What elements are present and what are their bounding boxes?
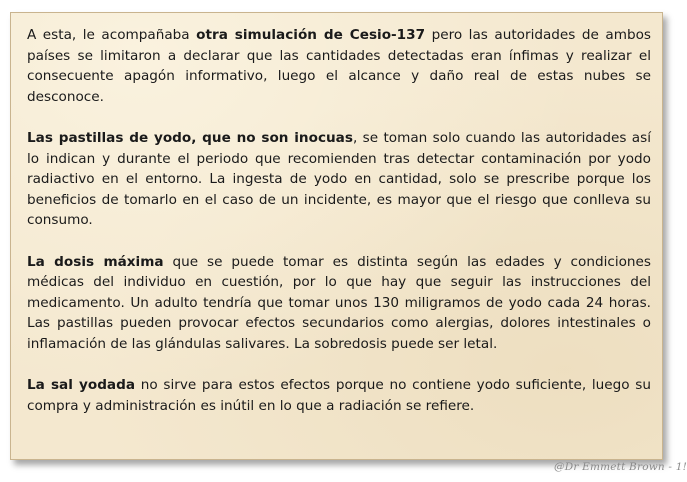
paragraph-cesium-simulation: [27, 25, 651, 107]
paragraph-highlight: La dosis máxima: [27, 253, 164, 270]
paragraph-text: A esta, le acompañaba: [27, 27, 197, 43]
paragraph-max-dose: [27, 252, 651, 355]
paragraph-iodized-salt: [27, 375, 651, 416]
paragraph-text: pero las autoridades de ambos países se limitaron a declarar que las cantidades detectadas eran ínfimas y realizar el consecuente apagón informativo, luego el alcance y daño real de estas nubes se desconoce.: [27, 27, 651, 105]
article-body: [27, 25, 651, 416]
article-card: [10, 12, 663, 460]
paragraph-text: que se puede tomar es distinta según las edades y condiciones médicas del individuo en cuestión, por lo que hay que seguir las instrucciones del medicamento. Un adulto tendría que tomar unos 130 miligramos de yodo cada 24 horas. Las pastillas pueden provocar efectos secundarios como alergias, dolores intestinales o inflamación de las glándulas salivares. La sobredosis puede ser letal.: [27, 253, 651, 352]
paragraph-text: no sirve para estos efectos porque no contiene yodo suficiente, luego su compra y administración es inútil en lo que a radiación se refiere.: [27, 377, 652, 414]
paragraph-iodine-pills: [27, 128, 651, 231]
paragraph-highlight: otra simulación de Cesio-137: [196, 27, 426, 43]
paragraph-highlight: La sal yodada: [27, 377, 136, 394]
paragraph-highlight: Las pastillas de yodo, que no son inocuas: [27, 129, 353, 146]
watermark: @Dr Emmett Brown - 1!: [554, 461, 687, 473]
paragraph-text: , se toman solo cuando las autoridades así lo indican y durante el periodo que recomienden tras detectar contaminación por yodo radiactivo en el entorno. La ingesta de yodo en cantidad, solo se prescribe porque los beneficios de tomarlo en el caso de un incidente, es mayor que el riesgo que conlleva su consumo.: [27, 129, 651, 229]
